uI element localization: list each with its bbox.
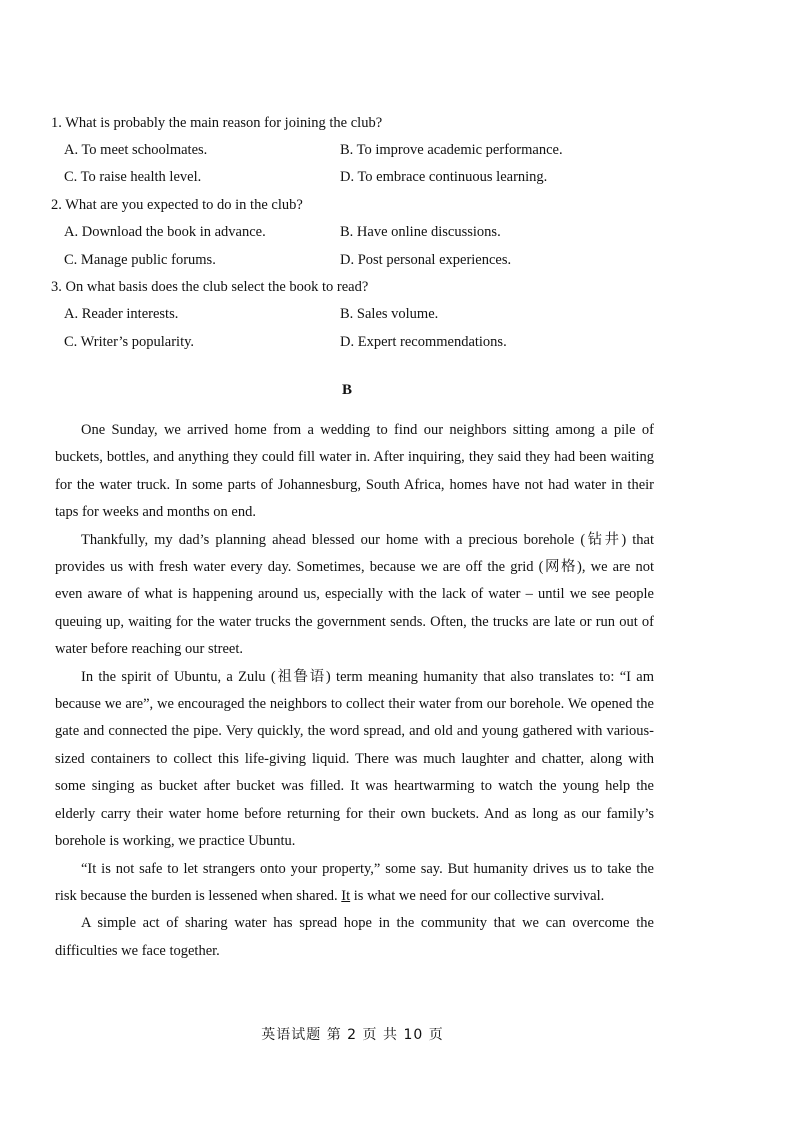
question-1-option-b: B. To improve academic performance. (340, 142, 563, 158)
question-3-option-a: A. Reader interests. (64, 306, 179, 322)
question-2-option-b: B. Have online discussions. (340, 224, 501, 240)
question-3-option-b: B. Sales volume. (340, 306, 439, 322)
passage-paragraph-5: A simple act of sharing water has spread hope in the community that we can overcome the difficulties we face together. (55, 915, 654, 959)
passage-paragraph-4 (55, 856, 654, 911)
question-1-option-a: A. To meet schoolmates. (64, 142, 208, 158)
paragraph-4-start: “It is not safe to let strangers onto your property,” some say. But humanity drives us to take the risk because the burden is lessened when shared. (55, 860, 654, 904)
question-3-option-c: C. Writer’s popularity. (64, 334, 195, 350)
paragraph-4-end: is what we need for our collective survival. (350, 887, 605, 904)
question-2-stem: 2. What are you expected to do in the club? (51, 197, 303, 213)
underlined-word: It (341, 887, 351, 904)
question-3-option-d: D. Expert recommendations. (340, 334, 507, 350)
question-1-option-d: D. To embrace continuous learning. (340, 169, 548, 185)
reading-passage (55, 417, 654, 965)
passage-paragraph-3: In the spirit of Ubuntu, a Zulu (祖鲁语) term meaning humanity that also translates to: “I am because we are”, we encouraged the neighbors to collect their water from our borehole. We opened the gate and connected the pipe. Very quickly, the word spread, and old and young gathered with various-sized containers to collect this life-giving liquid. There was much laughter and chatter, along with some singing as bucket after bucket was filled. It was heartwarming to watch the young help the elderly carry their water home before returning for their own buckets. And as long as our family’s borehole is working, we practice Ubuntu. (55, 668, 654, 850)
question-2-option-d: D. Post personal experiences. (340, 252, 512, 268)
question-1-option-c: C. To raise health level. (64, 169, 202, 185)
passage-paragraph-2: Thankfully, my dad’s planning ahead blessed our home with a precious borehole (钻井) that provides us with fresh water every day. Sometimes, because we are off the grid (网格), we are not even aware of what is happening around us, especially with the lack of water – until we see people queuing up, waiting for the water trucks the government sends. Often, the trucks are late or run out of water before reaching our street. (55, 531, 654, 658)
section-title: B (341, 382, 352, 398)
question-1-stem: 1. What is probably the main reason for joining the club? (51, 115, 383, 131)
question-2-option-a: A. Download the book in advance. (64, 224, 266, 240)
question-2-option-c: C. Manage public forums. (64, 252, 216, 268)
page-footer: 英语试题 第 2 页 共 10 页 (261, 1027, 444, 1043)
question-3-stem: 3. On what basis does the club select the book to read? (51, 279, 369, 295)
passage-paragraph-1: One Sunday, we arrived home from a wedding to find our neighbors sitting among a pile of buckets, bottles, and anything they could fill water in. After inquiring, they said they had been waiting for the water truck. In some parts of Johannesburg, South Africa, homes have not had water in their taps for weeks and months on end. (55, 422, 654, 521)
